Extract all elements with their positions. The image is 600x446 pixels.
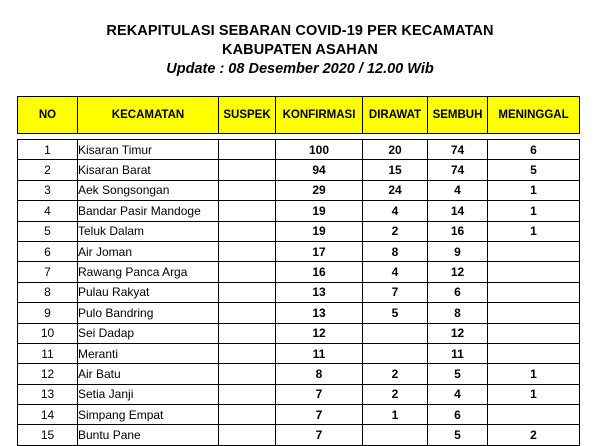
col-header-dirawat: DIRAWAT — [363, 97, 428, 134]
cell-no: 11 — [18, 343, 78, 363]
cell-meninggal: 6 — [488, 140, 580, 160]
col-header-konfirmasi: KONFIRMASI — [276, 97, 363, 134]
cell-dirawat: 8 — [363, 241, 428, 261]
cell-dirawat: 2 — [363, 221, 428, 241]
cell-kecamatan: Simpang Empat — [78, 405, 219, 425]
table-row — [18, 180, 580, 200]
cell-no: 3 — [18, 180, 78, 200]
cell-kecamatan: Air Batu — [78, 364, 219, 384]
cell-sembuh: 14 — [428, 201, 488, 221]
cell-konfirmasi: 8 — [276, 364, 363, 384]
cell-konfirmasi: 19 — [276, 221, 363, 241]
cell-sembuh: 8 — [428, 303, 488, 323]
cell-kecamatan: Pulo Bandring — [78, 303, 219, 323]
cell-meninggal — [488, 343, 580, 363]
col-header-sembuh: SEMBUH — [428, 97, 488, 134]
cell-sembuh: 74 — [428, 160, 488, 180]
cell-meninggal: 1 — [488, 180, 580, 200]
col-header-no: NO — [18, 97, 78, 134]
cell-dirawat: 2 — [363, 364, 428, 384]
cell-sembuh: 74 — [428, 140, 488, 160]
table-row — [18, 364, 580, 384]
cell-konfirmasi: 17 — [276, 241, 363, 261]
cell-dirawat: 15 — [363, 160, 428, 180]
cell-no: 12 — [18, 364, 78, 384]
cell-konfirmasi: 11 — [276, 343, 363, 363]
cell-no: 10 — [18, 323, 78, 343]
cell-kecamatan: Kisaran Timur — [78, 140, 219, 160]
table-row — [18, 343, 580, 363]
cell-dirawat: 24 — [363, 180, 428, 200]
cell-meninggal: 1 — [488, 221, 580, 241]
cell-no: 14 — [18, 405, 78, 425]
cell-no: 5 — [18, 221, 78, 241]
cell-sembuh: 6 — [428, 405, 488, 425]
table-row — [18, 323, 580, 343]
cell-dirawat — [363, 323, 428, 343]
cell-dirawat: 2 — [363, 384, 428, 404]
cell-suspek — [219, 323, 276, 343]
cell-kecamatan: Air Joman — [78, 241, 219, 261]
cell-kecamatan: Sei Dadap — [78, 323, 219, 343]
cell-no: 2 — [18, 160, 78, 180]
cell-konfirmasi: 29 — [276, 180, 363, 200]
cell-sembuh: 12 — [428, 323, 488, 343]
cell-konfirmasi: 13 — [276, 282, 363, 302]
cell-suspek — [219, 384, 276, 404]
cell-meninggal: 1 — [488, 364, 580, 384]
table-row — [18, 303, 580, 323]
cell-sembuh: 4 — [428, 180, 488, 200]
table-row — [18, 425, 580, 445]
cell-kecamatan: Bandar Pasir Mandoge — [78, 201, 219, 221]
cell-konfirmasi: 7 — [276, 405, 363, 425]
cell-no: 6 — [18, 241, 78, 261]
cell-kecamatan: Rawang Panca Arga — [78, 262, 219, 282]
cell-meninggal: 1 — [488, 384, 580, 404]
cell-suspek — [219, 303, 276, 323]
cell-konfirmasi: 7 — [276, 425, 363, 445]
cell-sembuh: 16 — [428, 221, 488, 241]
title-line-1: REKAPITULASI SEBARAN COVID-19 PER KECAMATAN — [106, 23, 494, 39]
cell-sembuh: 5 — [428, 364, 488, 384]
cell-konfirmasi: 7 — [276, 384, 363, 404]
table-row — [18, 262, 580, 282]
cell-no: 4 — [18, 201, 78, 221]
cell-konfirmasi: 100 — [276, 140, 363, 160]
cell-sembuh: 11 — [428, 343, 488, 363]
table-row — [18, 282, 580, 302]
cell-meninggal — [488, 405, 580, 425]
cell-sembuh: 9 — [428, 241, 488, 261]
cell-konfirmasi: 16 — [276, 262, 363, 282]
update-timestamp: Update : 08 Desember 2020 / 12.00 Wib — [166, 61, 434, 77]
cell-suspek — [219, 262, 276, 282]
cell-meninggal — [488, 303, 580, 323]
cell-sembuh: 5 — [428, 425, 488, 445]
cell-sembuh: 6 — [428, 282, 488, 302]
cell-dirawat: 7 — [363, 282, 428, 302]
cell-suspek — [219, 364, 276, 384]
cell-suspek — [219, 425, 276, 445]
cell-konfirmasi: 13 — [276, 303, 363, 323]
col-header-meninggal: MENINGGAL — [488, 97, 580, 134]
table-row — [18, 384, 580, 404]
cell-suspek — [219, 282, 276, 302]
cell-suspek — [219, 221, 276, 241]
table-row — [18, 241, 580, 261]
cell-meninggal: 5 — [488, 160, 580, 180]
cell-kecamatan: Buntu Pane — [78, 425, 219, 445]
cell-suspek — [219, 343, 276, 363]
cell-konfirmasi: 12 — [276, 323, 363, 343]
cell-suspek — [219, 140, 276, 160]
cell-no: 8 — [18, 282, 78, 302]
cell-kecamatan: Setia Janji — [78, 384, 219, 404]
cell-dirawat: 5 — [363, 303, 428, 323]
cell-suspek — [219, 201, 276, 221]
table-header — [18, 97, 580, 140]
cell-kecamatan: Teluk Dalam — [78, 221, 219, 241]
title-line-2: KABUPATEN ASAHAN — [222, 42, 378, 58]
cell-no: 9 — [18, 303, 78, 323]
table-row — [18, 201, 580, 221]
cell-sembuh: 4 — [428, 384, 488, 404]
cell-dirawat — [363, 425, 428, 445]
cell-no: 13 — [18, 384, 78, 404]
cell-sembuh: 12 — [428, 262, 488, 282]
table-row — [18, 140, 580, 160]
cell-meninggal — [488, 323, 580, 343]
cell-dirawat: 20 — [363, 140, 428, 160]
cell-meninggal: 1 — [488, 201, 580, 221]
cell-meninggal — [488, 262, 580, 282]
cell-no: 7 — [18, 262, 78, 282]
document-header — [0, 22, 600, 79]
cell-no: 15 — [18, 425, 78, 445]
cell-suspek — [219, 405, 276, 425]
col-header-kecamatan: KECAMATAN — [78, 97, 219, 134]
cell-kecamatan: Kisaran Barat — [78, 160, 219, 180]
recap-table — [17, 96, 580, 446]
cell-dirawat: 4 — [363, 262, 428, 282]
table-body — [18, 140, 580, 446]
cell-dirawat: 4 — [363, 201, 428, 221]
cell-suspek — [219, 160, 276, 180]
cell-kecamatan: Aek Songsongan — [78, 180, 219, 200]
table-row — [18, 221, 580, 241]
cell-no: 1 — [18, 140, 78, 160]
cell-konfirmasi: 19 — [276, 201, 363, 221]
cell-meninggal — [488, 241, 580, 261]
cell-suspek — [219, 241, 276, 261]
cell-meninggal: 2 — [488, 425, 580, 445]
cell-meninggal — [488, 282, 580, 302]
col-header-suspek: SUSPEK — [219, 97, 276, 134]
cell-dirawat: 1 — [363, 405, 428, 425]
table-row — [18, 405, 580, 425]
cell-suspek — [219, 180, 276, 200]
cell-konfirmasi: 94 — [276, 160, 363, 180]
cell-kecamatan: Pulau Rakyat — [78, 282, 219, 302]
cell-kecamatan: Meranti — [78, 343, 219, 363]
cell-dirawat — [363, 343, 428, 363]
table-row — [18, 160, 580, 180]
